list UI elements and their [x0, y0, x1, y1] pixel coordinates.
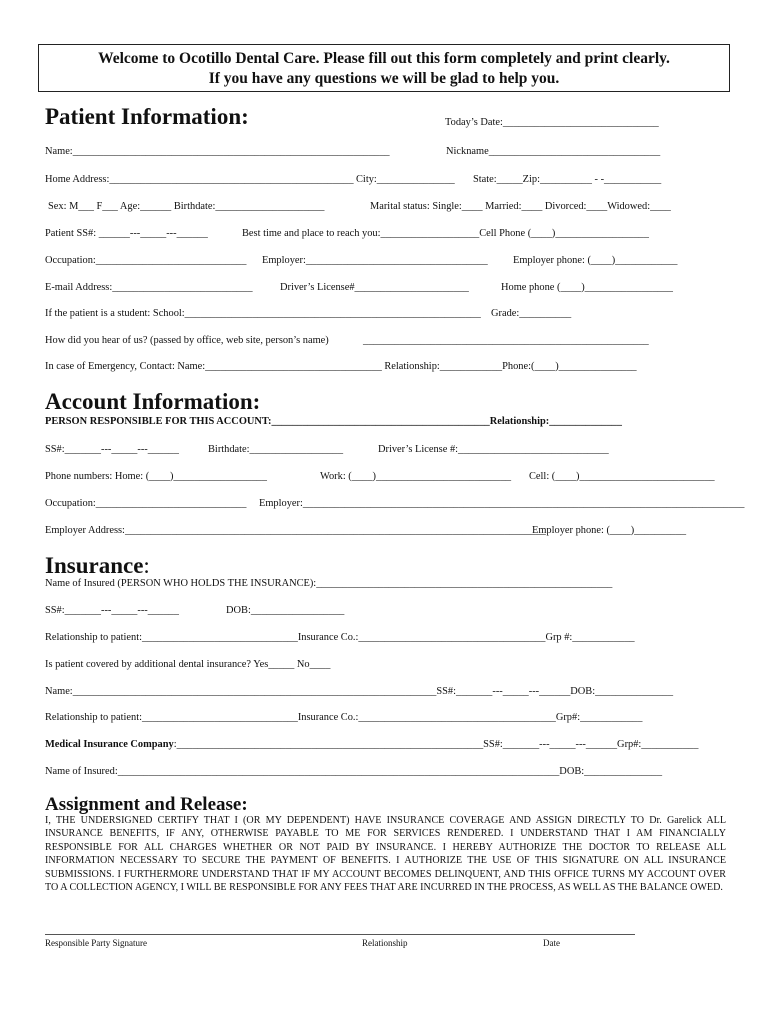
state-zip-field[interactable]: State:_____Zip:__________ - -___________: [473, 174, 662, 185]
release-title: Assignment and Release:: [45, 794, 248, 815]
referral-field[interactable]: _______________________________________________________: [363, 335, 649, 346]
signature-label: Responsible Party Signature: [45, 938, 147, 948]
insured-relationship-field[interactable]: Relationship to patient:______________________________Insurance Co.:____________________________________Grp #:____________: [45, 632, 635, 643]
employer-phone-field[interactable]: Employer phone: (____)____________: [513, 255, 678, 266]
insurance-title-text: Insurance: [45, 553, 144, 578]
responsible-person-field[interactable]: PERSON RESPONSIBLE FOR THIS ACCOUNT:__________________________________________Relationship:______________: [45, 416, 622, 427]
emergency-contact-field[interactable]: In case of Emergency, Contact: Name:__________________________________ Relationship:____________Phone:(____)_______________: [45, 361, 637, 372]
patient-ss-field[interactable]: Patient SS#: ______---_____---______: [45, 228, 208, 239]
employer-address-field[interactable]: Employer Address:_________________________________________________________________________________: [45, 525, 546, 536]
account-cell-phone-field[interactable]: Cell: (____)__________________________: [529, 471, 715, 482]
welcome-banner: [38, 44, 730, 92]
todays-date-field[interactable]: Today’s Date:______________________________: [445, 117, 659, 128]
student-school-field[interactable]: If the patient is a student: School:_________________________________________________________: [45, 308, 481, 319]
medical-insurance-field[interactable]: [45, 739, 698, 750]
home-phone-field[interactable]: Home phone (____)_________________: [501, 282, 674, 293]
additional-insurance-field[interactable]: Is patient covered by additional dental insurance? Yes_____ No____: [45, 659, 331, 670]
home-address-field[interactable]: Home Address:_______________________________________________: [45, 174, 354, 185]
welcome-line-2: If you have any questions we will be glad to help you.: [208, 70, 560, 87]
release-text: I, THE UNDERSIGNED CERTIFY THAT I (OR MY DEPENDENT) HAVE INSURANCE COVERAGE AND ASSIGN DIRECTLY TO Dr. Garelick ALL INSURANCE BENEFITS, IF ANY, OTHERWISE PAYABLE TO ME FOR SERVICES RENDERED. I UNDERSTAND THAT I AM FINANCIALLY RESPONSIBLE FOR ALL CHARGES WHETHER OR NOT PAID BY INSURANCE. I HEREBY AUTHORIZE THE DOCTOR TO RELEASE ALL INFORMATION NECESSARY TO SECURE THE PAYMENT OF BENEFITS. I AUTHORIZE THE USE OF THIS SIGNATURE ON ALL INSURANCE SUBMISSIONS. I FURTHERMORE UNDERSTAND THAT IF MY ACCOUNT BECOMES DELINQUENT, AND THIS OFFICE TURNS MY ACCOUNT OVER TO A COLLECTION AGENCY, I WILL BE RESPONSIBLE FOR ANY FEES THAT ARE INCURRED IN THE PROCESS, AS WELL AS THE BALANCE OWED.: [45, 815, 726, 894]
grade-field[interactable]: Grade:__________: [491, 308, 572, 319]
insured-ss-field[interactable]: SS#:_______---_____---______: [45, 605, 179, 616]
email-field[interactable]: E-mail Address:___________________________: [45, 282, 253, 293]
patient-info-title: Patient Information:: [45, 104, 249, 129]
city-field[interactable]: City:_______________: [356, 174, 455, 185]
account-employer-field[interactable]: Employer:_____________________________________________________________________________________: [259, 498, 745, 509]
signature-line[interactable]: [45, 934, 635, 935]
insurance-title: [45, 553, 150, 579]
account-work-phone-field[interactable]: Work: (____)__________________________: [320, 471, 512, 482]
name-field[interactable]: Name:_____________________________________________________________: [45, 146, 390, 157]
account-info-title: Account Information:: [45, 389, 261, 414]
second-insured-name-field[interactable]: Name:______________________________________________________________________SS#:_______---_____---______DOB:_______________: [45, 686, 674, 697]
welcome-line-1: Welcome to Ocotillo Dental Care. Please fill out this form completely and print clearly.: [98, 50, 670, 67]
referral-question: How did you hear of us? (passed by office, web site, person’s name): [45, 335, 329, 346]
drivers-license-field[interactable]: Driver’s License#______________________: [280, 282, 469, 293]
nickname-field[interactable]: Nickname_________________________________: [446, 146, 661, 157]
account-employer-phone-field[interactable]: Employer phone: (____)__________: [532, 525, 687, 536]
insured-name-field[interactable]: Name of Insured (PERSON WHO HOLDS THE INSURANCE):_________________________________________________________: [45, 578, 613, 589]
account-ss-field[interactable]: SS#:_______---_____---______: [45, 444, 179, 455]
account-occupation-field[interactable]: Occupation:_____________________________: [45, 498, 247, 509]
occupation-field[interactable]: Occupation:_____________________________: [45, 255, 247, 266]
account-home-phone-field[interactable]: Phone numbers: Home: (____)__________________: [45, 471, 267, 482]
employer-field[interactable]: Employer:___________________________________: [262, 255, 488, 266]
sex-age-birthdate-field[interactable]: Sex: M___ F___ Age:______ Birthdate:_____________________: [48, 201, 325, 212]
insurance-title-colon: :: [143, 553, 150, 578]
insured-dob-field[interactable]: DOB:__________________: [226, 605, 345, 616]
best-contact-field[interactable]: Best time and place to reach you:___________________Cell Phone (____)__________________: [242, 228, 649, 239]
account-birthdate-field[interactable]: Birthdate:__________________: [208, 444, 344, 455]
medical-insurance-blanks: :___________________________________________________________SS#:_______---_____---______Grp#:___________: [173, 739, 699, 750]
account-license-field[interactable]: Driver’s License #:_____________________________: [378, 444, 609, 455]
relationship-label: Relationship: [362, 938, 408, 948]
medical-insurance-label: Medical Insurance Company: [45, 739, 174, 750]
second-insured-holder-field[interactable]: Name of Insured:_____________________________________________________________________________________DOB:_______________: [45, 766, 663, 777]
second-relationship-field[interactable]: Relationship to patient:______________________________Insurance Co.:______________________________________Grp#:____________: [45, 712, 643, 723]
date-label: Date: [543, 938, 560, 948]
marital-status-field[interactable]: Marital status: Single:____ Married:____ Divorced:____Widowed:____: [370, 201, 671, 212]
